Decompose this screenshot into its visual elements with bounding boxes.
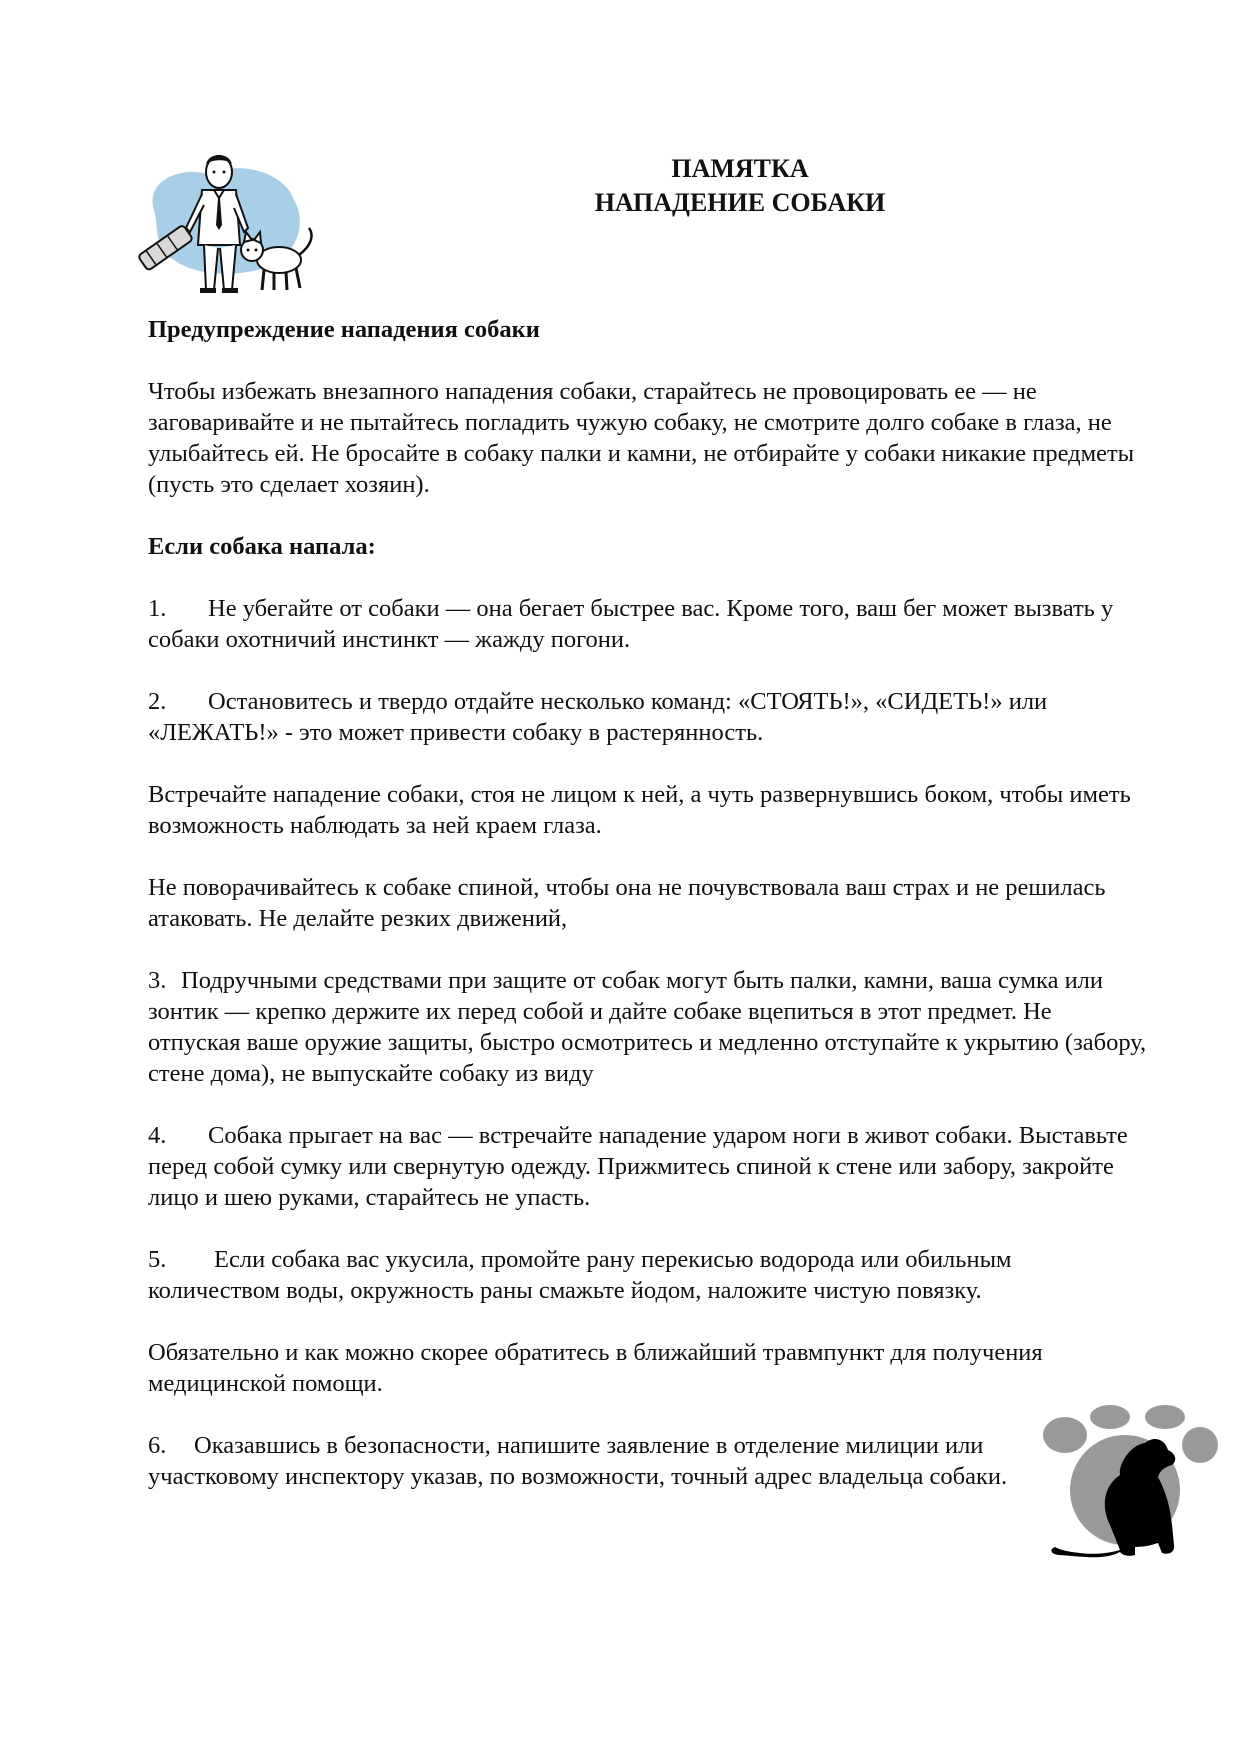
list-item-1-text: Не убегайте от собаки — она бегает быстрее вас. Кроме того, ваш бег может вызвать у собаки охотничий инстинкт — жажду погони.: [148, 595, 1114, 653]
list-item-4: [148, 1120, 1148, 1213]
meet-attack-paragraph: Встречайте нападение собаки, стоя не лицом к ней, а чуть развернувшись боком, чтобы иметь возможность наблюдать за ней краем глаза.: [148, 781, 1131, 839]
list-item-1-number: 1.: [148, 595, 167, 622]
attack-heading: Если собака напала:: [148, 533, 376, 560]
title-line-1: ПАМЯТКА: [671, 154, 809, 183]
list-item-5-number: 5.: [148, 1246, 167, 1273]
list-item-3: [148, 965, 1148, 1089]
title-line-2: НАПАДЕНИЕ СОБАКИ: [594, 188, 886, 217]
list-item-5: [148, 1244, 1148, 1306]
list-item-6-number: 6.: [148, 1432, 167, 1459]
list-item-3-text: Подручными средствами при защите от собак могут быть палки, камни, ваша сумка или зонтик — крепко держите их перед собой и дайте собаке вцепиться в этот предмет. Не отпуская ваше оружие защиты, быстро осмотритесь и медленно отступайте к укрытию (забору, стене дома), не выпускайте собаку из виду: [148, 967, 1147, 1087]
list-item-2-number: 2.: [148, 688, 167, 715]
list-item-1: [148, 593, 1148, 655]
list-item-5-text: Если собака вас укусила, промойте рану перекисью водорода или обильным количеством воды, окружность раны смажьте йодом, наложите чистую повязку.: [148, 1246, 1012, 1304]
hospital-paragraph: Обязательно и как можно скорее обратитесь в ближайший травмпункт для получения медицинской помощи.: [148, 1339, 1043, 1397]
list-item-3-number: 3.: [148, 967, 167, 994]
document-title: [520, 152, 960, 220]
list-item-2: [148, 686, 1148, 748]
no-back-paragraph: Не поворачивайтесь к собаке спиной, чтобы она не почувствовала ваш страх и не решилась атаковать. Не делайте резких движений,: [148, 874, 1106, 932]
document-body: [148, 314, 1148, 1523]
list-item-6: [148, 1430, 1038, 1492]
prevention-paragraph: Чтобы избежать внезапного нападения собаки, старайтесь не провоцировать ее — не заговаривайте и не пытайтесь погладить чужую собаку, не смотрите долго собаке в глаза, не улыбайтесь ей. Не бросайте в собаку палки и камни, не отбирайте у собаки никакие предметы (пусть это сделает хозяин).: [148, 378, 1135, 498]
dog-silhouette-paw-icon: [1040, 1405, 1220, 1565]
list-item-4-number: 4.: [148, 1122, 167, 1149]
prevention-heading: Предупреждение нападения собаки: [148, 316, 540, 343]
list-item-6-text: Оказавшись в безопасности, напишите заявление в отделение милиции или участковому инспектору указав, по возможности, точный адрес владельца собаки.: [148, 1432, 1008, 1490]
list-item-2-text: Остановитесь и твердо отдайте несколько команд: «СТОЯТЬ!», «СИДЕТЬ!» или «ЛЕЖАТЬ!» - это может привести собаку в растерянность.: [148, 688, 1048, 746]
man-with-newspaper-and-cat-icon: [134, 150, 334, 310]
list-item-4-text: Собака прыгает на вас — встречайте нападение ударом ноги в живот собаки. Выставьте перед собой сумку или свернутую одежду. Прижмитесь спиной к стене или забору, закройте лицо и шею руками, старайтесь не упасть.: [148, 1122, 1128, 1211]
